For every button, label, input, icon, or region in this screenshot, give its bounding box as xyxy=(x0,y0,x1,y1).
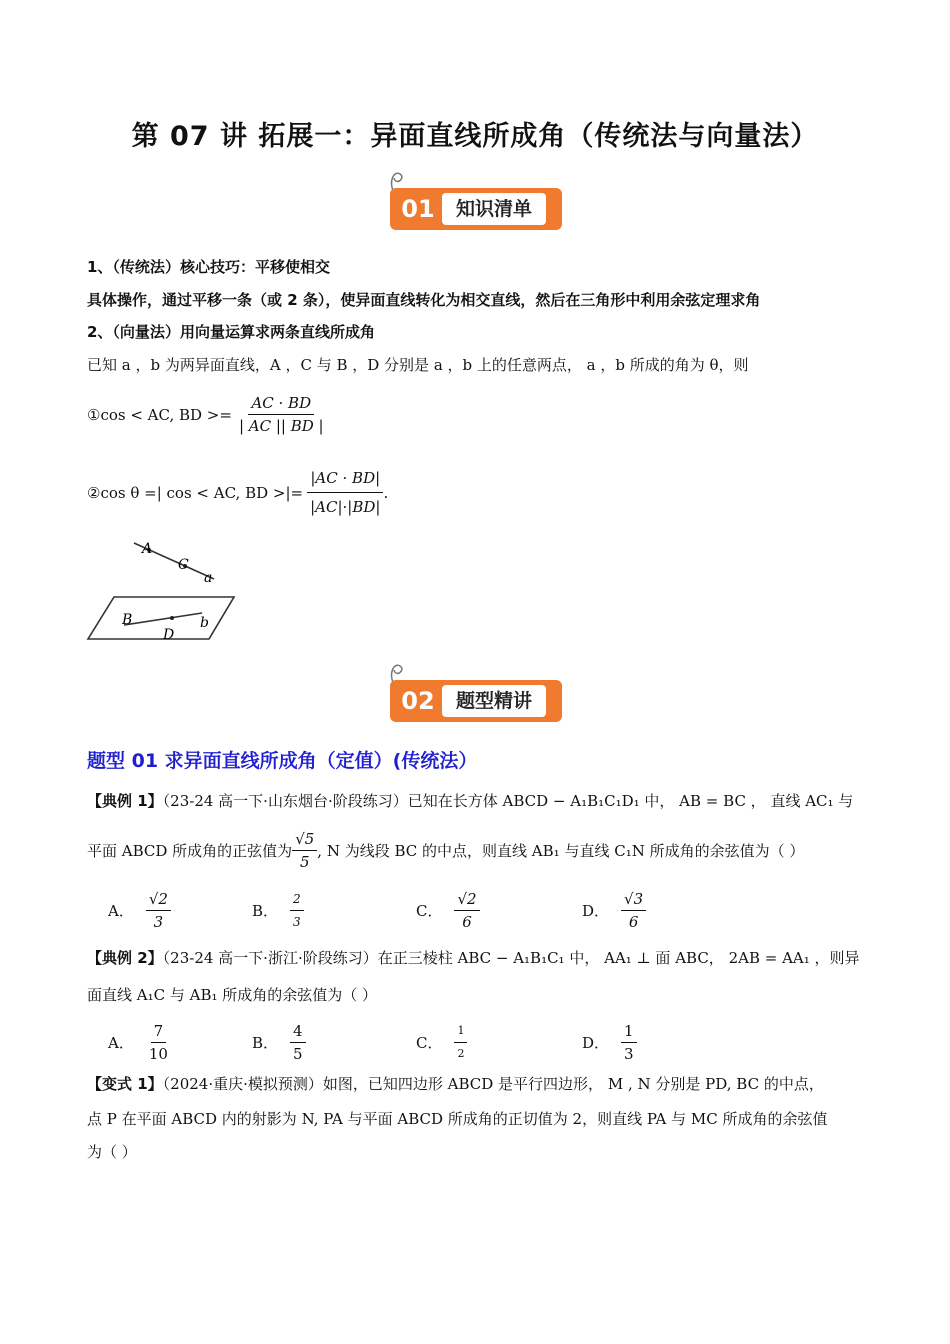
example-2-option-a[interactable]: A． $\frac{7}{10}$ xyxy=(108,1022,168,1063)
sine-value-fraction: $\frac{√5}{5}$ xyxy=(292,828,317,873)
example-2-option-c[interactable]: C． $\frac{1}{2}$ xyxy=(416,1020,467,1065)
knowledge-given: 已知 a ，b 为两异面直线，A ，C 与 B ，D 分别是 a ，b 上的任意两点， a ，b 所成的角为 θ，则 xyxy=(87,356,749,374)
section-heading: 题型 01 求异面直线所成角（定值）(传统法） xyxy=(87,750,478,772)
example-1-option-b[interactable]: B． $\frac{2}{3}$ xyxy=(252,888,304,933)
formula-2-left: ②cos θ =| cos < AC, BD >|= xyxy=(87,483,304,502)
variant-1-tag: 【变式 1】 xyxy=(87,1075,163,1093)
example-1-option-c[interactable]: C． $\frac{√2}{6}$ xyxy=(416,888,480,933)
formula-2: ②cos θ =| cos < AC, BD >|= $\frac{|AC \cdot BD|}{|AC|\cdot|BD|}$ . xyxy=(87,464,388,521)
badge-label: 题型精讲 xyxy=(455,690,532,712)
example-2-line-2: 面直线 A₁C 与 AB₁ 所成角的余弦值为（ ） xyxy=(87,986,378,1004)
variant-1-line-3: 为（ ） xyxy=(87,1143,137,1161)
skew-lines-figure xyxy=(84,535,244,647)
example-1-line-2: 平面 ABCD 所成角的正弦值为 $\frac{√5}{5}$ , N 为线段 BC 的中点，则直线 AB₁ 与直线 C₁N 所成角的余弦值为（ ） xyxy=(87,830,805,871)
example-1-option-a[interactable]: A． $\frac{√2}{3}$ xyxy=(108,888,171,933)
section-badge-knowledge xyxy=(386,176,566,224)
example-2-line-1: 【典例 2】（23-24 高一下·浙江·阶段练习）在正三棱柱 ABC − A₁B₁C₁ 中， AA₁ ⊥ 面 ABC， 2AB = AA₁ ，则异 xyxy=(87,949,860,967)
example-1-tag: 【典例 1】 xyxy=(87,792,163,810)
formula-1-left: ①cos < AC, BD >= xyxy=(87,405,232,424)
badge-number: 01 xyxy=(401,195,435,223)
knowledge-point-2: 2、（向量法）用向量运算求两条直线所成角 xyxy=(87,323,375,341)
knowledge-point-1-detail: 具体操作，通过平移一条（或 2 条），使异面直线转化为相交直线，然后在三角形中利用余弦定理求角 xyxy=(87,291,761,309)
example-1-line-1: 【典例 1】（23-24 高一下·山东烟台·阶段练习）已知在长方体 ABCD − A₁B₁C₁D₁ 中， AB = BC ， 直线 AC₁ 与 xyxy=(87,792,854,810)
formula-2-denominator: |AC|·|BD| xyxy=(310,498,381,516)
formula-2-numerator: |AC · BD| xyxy=(307,464,383,493)
example-2-option-d[interactable]: D． $\frac{1}{3}$ xyxy=(582,1020,637,1065)
knowledge-point-1: 1、（传统法）核心技巧：平移使相交 xyxy=(87,258,330,276)
variant-1-line-1: 【变式 1】（2024·重庆·模拟预测）如图，已知四边形 ABCD 是平行四边形， M , N 分别是 PD, BC 的中点， xyxy=(87,1075,824,1093)
example-2-tag: 【典例 2】 xyxy=(87,949,163,967)
formula-1-denominator: | AC || BD | xyxy=(238,417,324,435)
figure-label-C: C xyxy=(178,557,189,573)
example-2-option-b[interactable]: B． $\frac{4}{5}$ xyxy=(252,1020,306,1065)
badge-number: 02 xyxy=(401,687,435,715)
figure-label-a: a xyxy=(204,570,213,586)
page-title: 第 07 讲 拓展一：异面直线所成角（传统法与向量法） xyxy=(131,121,819,152)
example-1-option-d[interactable]: D． $\frac{√3}{6}$ xyxy=(582,888,646,933)
figure-label-B: B xyxy=(122,612,133,628)
badge-label: 知识清单 xyxy=(455,198,532,220)
variant-1-line-2: 点 P 在平面 ABCD 内的射影为 N, PA 与平面 ABCD 所成角的正切值为 2，则直线 PA 与 MC 所成角的余弦值 xyxy=(87,1110,828,1128)
figure-label-b: b xyxy=(200,615,209,631)
section-badge-problems xyxy=(386,668,566,716)
figure-label-A: A xyxy=(142,541,153,557)
figure-label-D: D xyxy=(163,627,175,643)
formula-1-numerator: AC · BD xyxy=(248,392,314,415)
formula-1 xyxy=(87,392,327,437)
